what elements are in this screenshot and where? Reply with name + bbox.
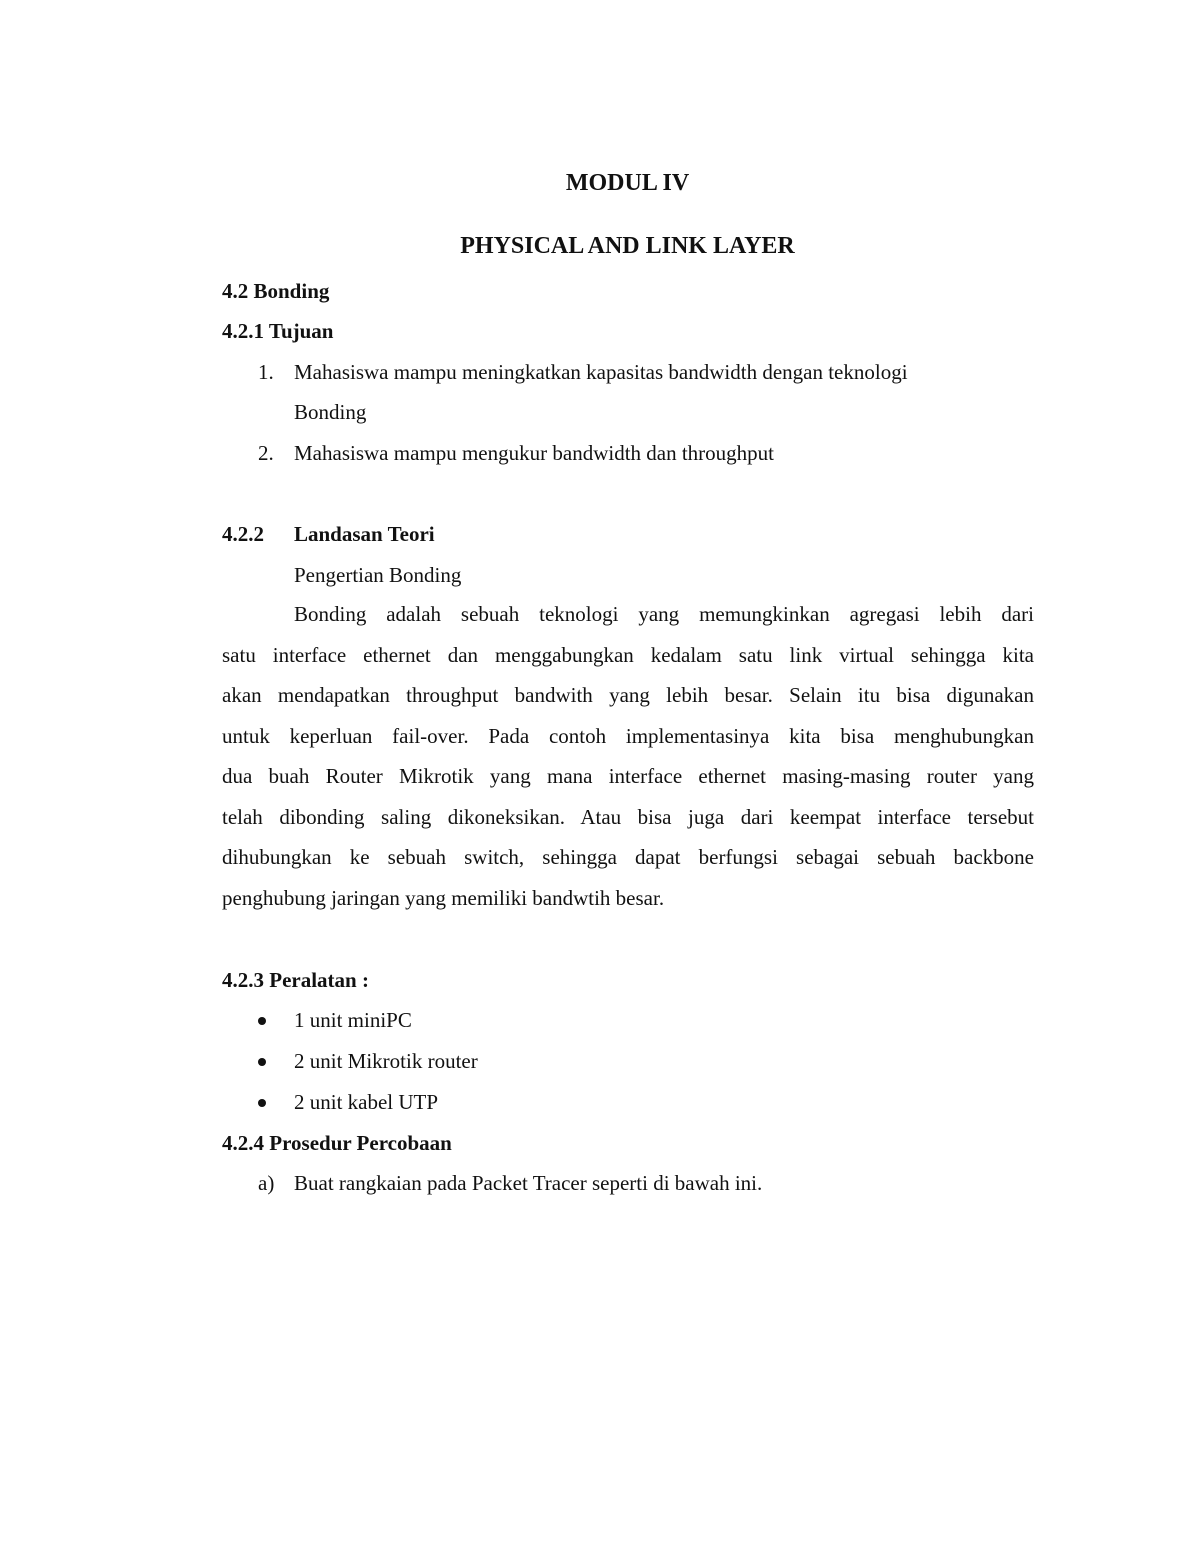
paragraph-line: untuk keperluan fail-over. Pada contoh implementasinya kita bisa menghubungkan: [222, 724, 1034, 748]
paragraph-line: telah dibonding saling dikoneksikan. Atau bisa juga dari keempat interface tersebut: [222, 805, 1034, 829]
procedure-step: Buat rangkaian pada Packet Tracer seperti di bawah ini.: [294, 1171, 763, 1195]
equipment-item: 1 unit miniPC: [294, 1008, 412, 1032]
section-heading-peralatan: 4.2.3 Peralatan :: [222, 968, 369, 992]
paragraph-line: satu interface ethernet dan menggabungkan kedalam satu link virtual sehingga kita: [222, 643, 1034, 667]
objective-number: 1.: [258, 360, 274, 384]
paragraph-line: Bonding adalah sebuah teknologi yang memungkinkan agregasi lebih dari: [294, 602, 1034, 626]
paragraph-line: penghubung jaringan yang memiliki bandwtih besar.: [222, 886, 665, 910]
objective-text-continued: Bonding: [294, 400, 367, 424]
subheading-pengertian-bonding: Pengertian Bonding: [294, 563, 462, 587]
bullet-icon: [258, 1017, 266, 1025]
section-heading-landasan-teori: Landasan Teori: [294, 522, 435, 546]
module-title: MODUL IV: [565, 170, 690, 196]
objective-text: Mahasiswa mampu mengukur bandwidth dan throughput: [294, 441, 775, 465]
paragraph-line: dua buah Router Mikrotik yang mana interface ethernet masing-masing router yang: [222, 764, 1034, 788]
procedure-label: a): [258, 1171, 275, 1195]
objective-text: Mahasiswa mampu meningkatkan kapasitas bandwidth dengan teknologi: [294, 360, 908, 384]
bullet-icon: [258, 1058, 266, 1066]
equipment-item: 2 unit Mikrotik router: [294, 1049, 478, 1073]
section-number-landasan: 4.2.2: [222, 522, 264, 546]
paragraph-line: dihubungkan ke sebuah switch, sehingga dapat berfungsi sebagai sebuah backbone: [222, 845, 1034, 869]
paragraph-line: akan mendapatkan throughput bandwith yang lebih besar. Selain itu bisa digunakan: [222, 683, 1034, 707]
module-subtitle: PHYSICAL AND LINK LAYER: [460, 233, 795, 259]
section-heading-tujuan: 4.2.1 Tujuan: [222, 319, 334, 343]
section-heading-prosedur: 4.2.4 Prosedur Percobaan: [222, 1131, 452, 1155]
objective-number: 2.: [258, 441, 274, 465]
section-heading-bonding: 4.2 Bonding: [222, 279, 330, 303]
equipment-item: 2 unit kabel UTP: [294, 1090, 439, 1114]
bullet-icon: [258, 1099, 266, 1107]
